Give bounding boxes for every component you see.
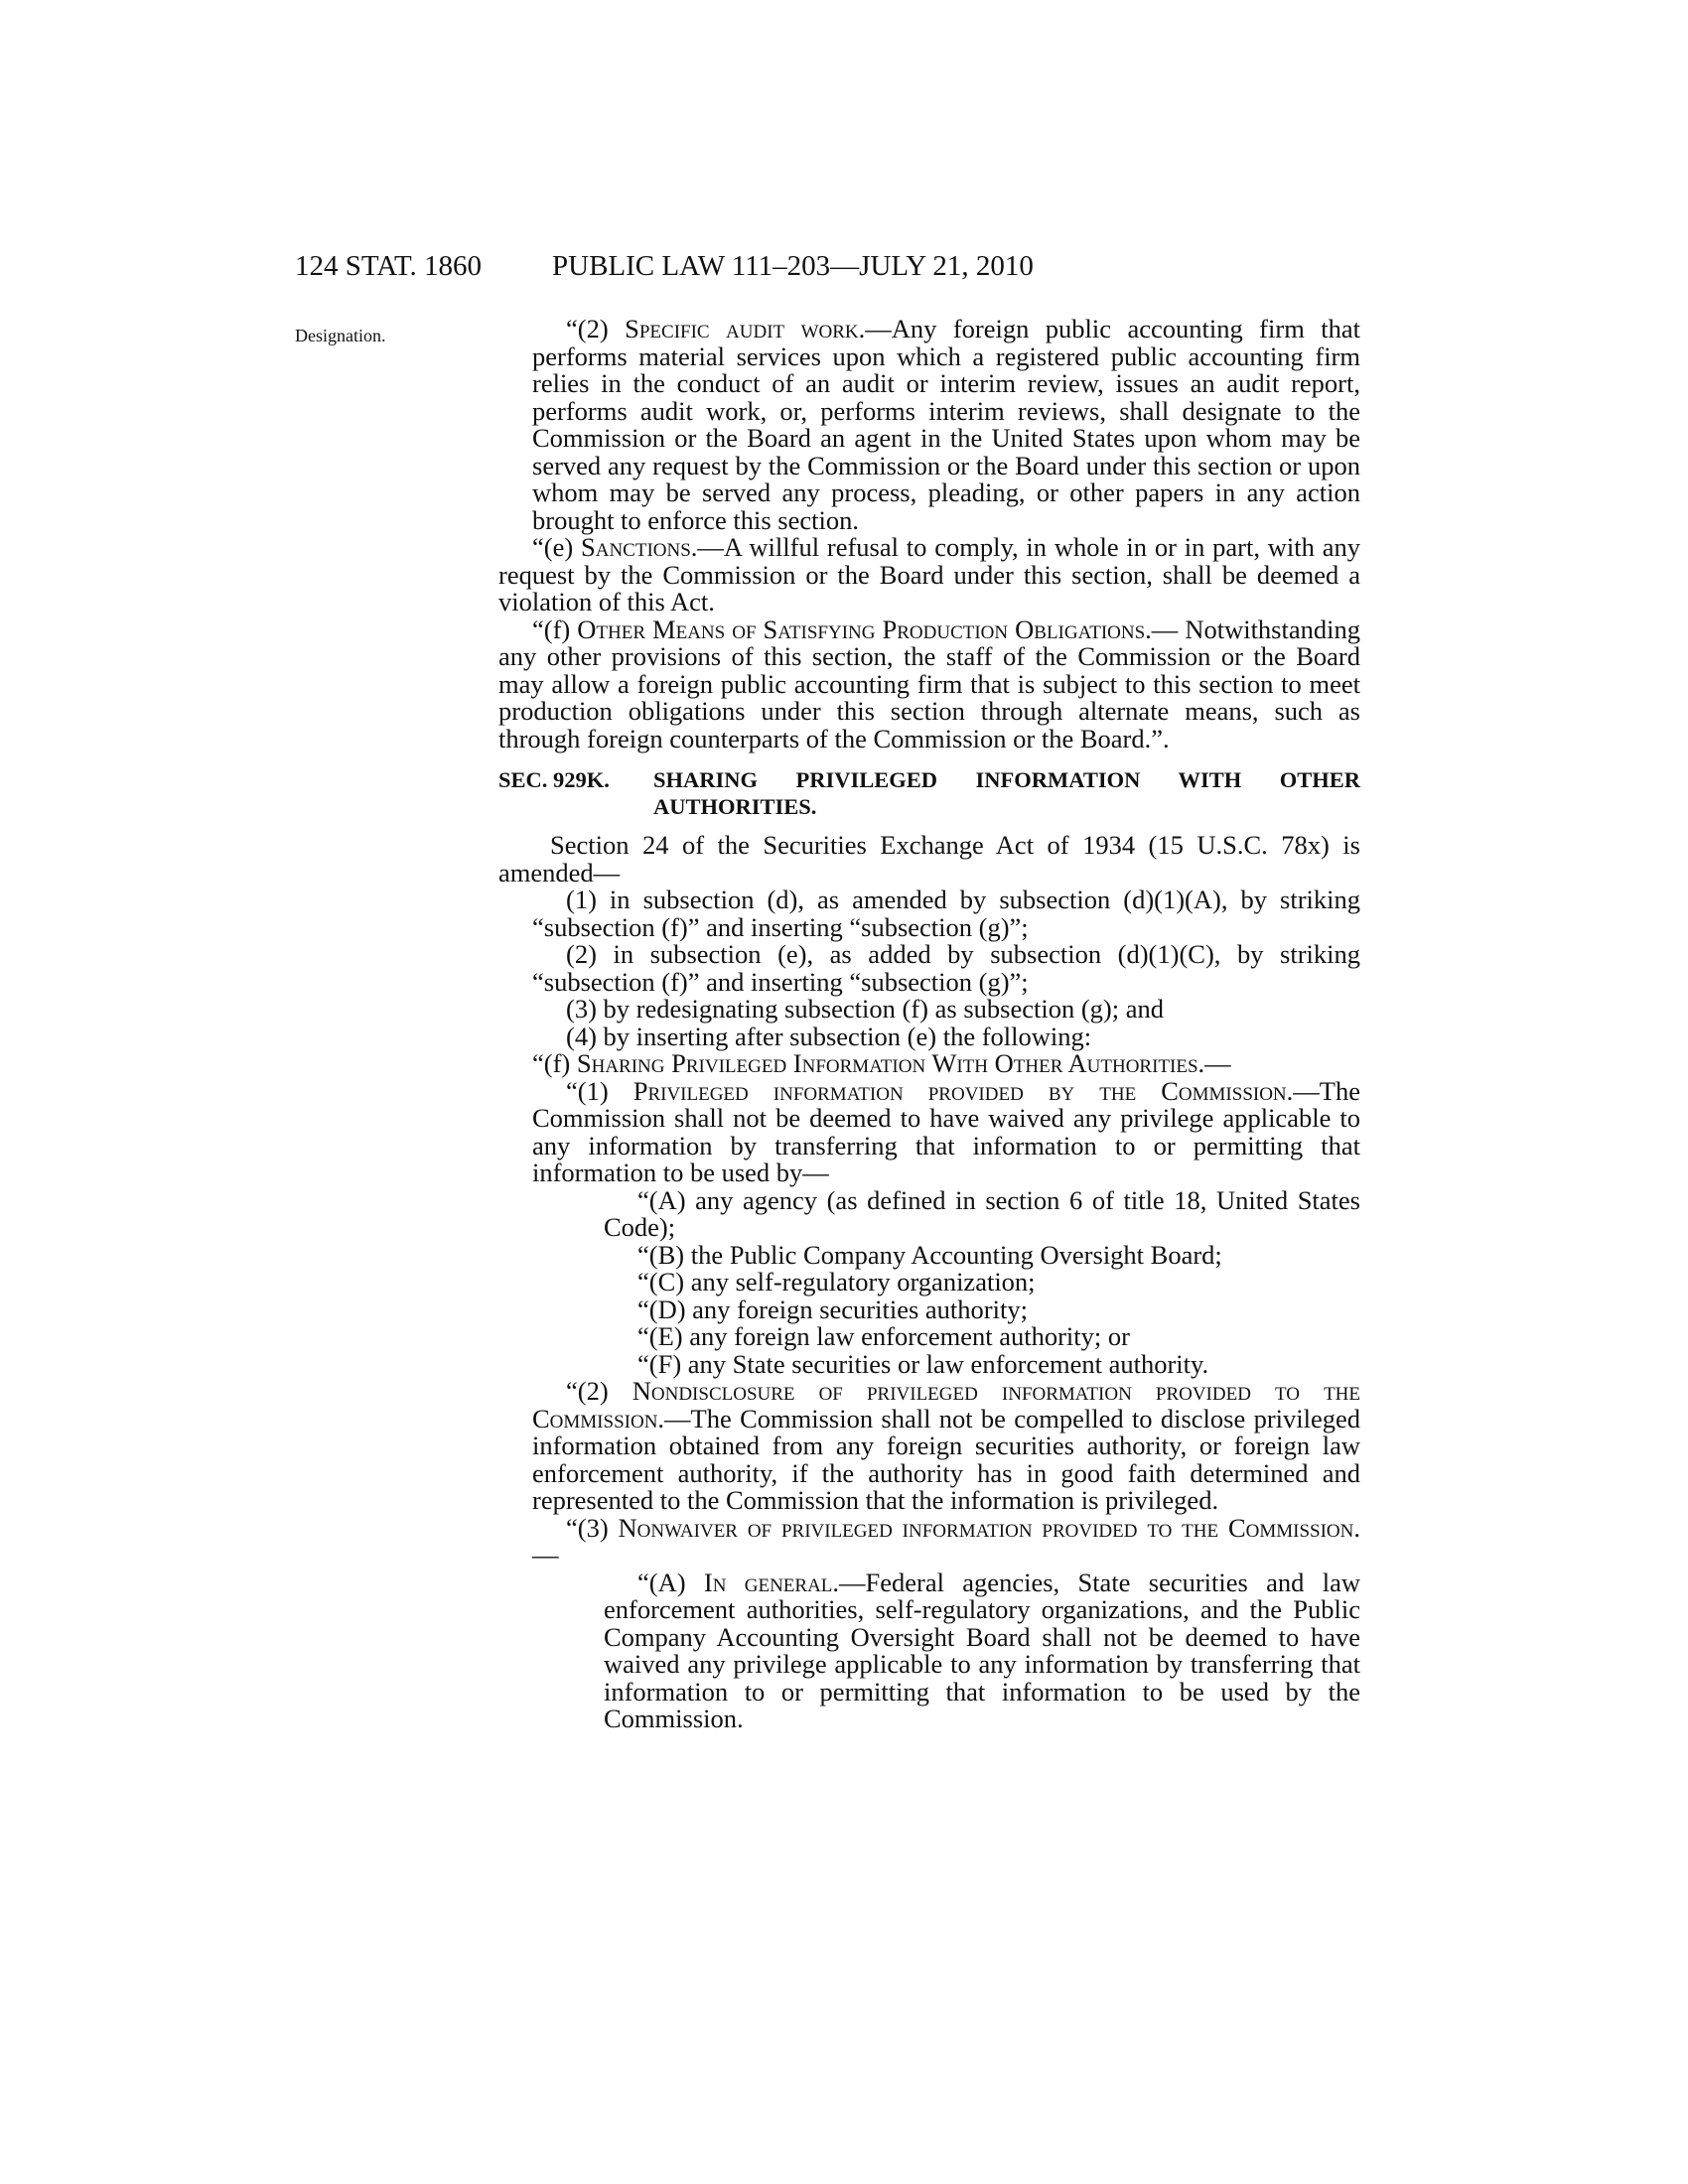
section-intro: Section 24 of the Securities Exchange Act of 1934 (15 U.S.C. 78x) is amended— bbox=[498, 830, 1360, 887]
page-running-title: PUBLIC LAW 111–203—JULY 21, 2010 bbox=[552, 250, 1034, 282]
section-number: SEC. 929K. bbox=[498, 767, 610, 792]
subparagraph-3a: “(A) In general.—Federal agencies, State securities and law enforcement authorities, self-regulatory organizations, and the Public Company Accounting Oversight Board shall not be deemed to have waived any privilege applicable to any information by transferring that information to or permitting that information to be used by the Commission. bbox=[604, 1567, 1360, 1733]
section-title: SHARING PRIVILEGED INFORMATION WITH OTHER AUTHORITIES. bbox=[653, 767, 1360, 819]
subsection-f: “(f) Other Means of Satisfying Production Obligations.— Notwithstanding any other provisions of this section, the staff of the Commission or the Board may allow a foreign public accounting firm that is subject to this section to meet production obligations under this section through alternate means, such as through foreign counterparts of the Commission or the Board.”. bbox=[498, 614, 1360, 753]
amendment-item-4: (4) by inserting after subsection (e) the following: bbox=[566, 1021, 1092, 1051]
statute-body bbox=[498, 316, 1360, 1733]
subparagraph-a: “(A) any agency (as defined in section 6 of title 18, United States Code); bbox=[604, 1184, 1360, 1242]
amendment-item-3: (3) by redesignating subsection (f) as subsection (g); and bbox=[566, 994, 1164, 1024]
subparagraph-b: “(B) the Public Company Accounting Oversight Board; bbox=[637, 1239, 1222, 1270]
page-stat-number: 124 STAT. 1860 bbox=[295, 250, 483, 282]
new-subsection-f: “(f) Sharing Privileged Information With Other Authorities.— bbox=[532, 1048, 1231, 1078]
paragraph-f2: “(2) Nondisclosure of privileged information provided to the Commission.—The Commission shall not be compelled to disclose privileged information obtained from any foreign securities authority, or foreign law enforcement authority, if the authority has in good faith determined and represented to the Commission that the information is privileged. bbox=[532, 1376, 1360, 1515]
subsection-e: “(e) Sanctions.—A willful refusal to comply, in whole in or in part, with any request by the Commission or the Board under this section, shall be deemed a violation of this Act. bbox=[498, 532, 1360, 616]
paragraph-d2: “(2) Specific audit work.—Any foreign public accounting firm that performs material services upon which a registered public accounting firm relies in the conduct of an audit or interim review, issues an audit report, performs audit work, or, performs interim reviews, shall designate to the Commission or the Board an agent in the United States upon whom may be served any request by the Commission or the Board under this section or upon whom may be served any process, pleading, or other papers in any action brought to enforce this section. bbox=[532, 314, 1360, 535]
subparagraph-d: “(D) any foreign securities authority; bbox=[637, 1294, 1028, 1324]
subparagraph-c: “(C) any self-regulatory organization; bbox=[637, 1267, 1036, 1297]
paragraph-f1: “(1) Privileged information provided by the Commission.—The Commission shall not be deemed to have waived any privilege applicable to any information by transferring that information to or permitting that information to be used by— bbox=[532, 1075, 1360, 1187]
section-heading bbox=[498, 766, 1360, 820]
margin-note: Designation. bbox=[295, 326, 386, 345]
paragraph-f3: “(3) Nonwaiver of privileged information provided to the Commission.— bbox=[532, 1512, 1360, 1570]
amendment-item-1: (1) in subsection (d), as amended by subsection (d)(1)(A), by striking “subsection (f)” and inserting “subsection (g)”; bbox=[532, 885, 1360, 942]
subparagraph-f: “(F) any State securities or law enforcement authority. bbox=[637, 1348, 1209, 1379]
amendment-item-2: (2) in subsection (e), as added by subsection (d)(1)(C), by striking “subsection (f)” and inserting “subsection (g)”; bbox=[532, 939, 1360, 997]
subparagraph-e: “(E) any foreign law enforcement authority; or bbox=[637, 1321, 1130, 1351]
